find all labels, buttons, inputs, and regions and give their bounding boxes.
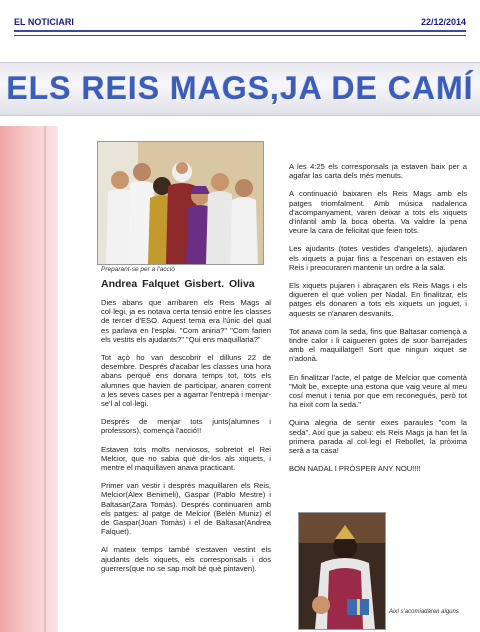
- paragraph: Estaven tots molts nerviosos, sobretot el Rei Melcior, que no sabia què dir-los als xiquets, i mentre el maquillaven anava practicant.: [101, 444, 271, 473]
- group-photo-illustration: [98, 142, 263, 264]
- page-title: ELS REIS MAGS,JA DE CAMÍ: [6, 70, 474, 106]
- author-byline: Andrea Falquet Gisbert. Oliva: [101, 278, 255, 290]
- king-photo: [298, 512, 386, 630]
- paragraph: Quina alegria de sentir eixes paraules "com la seda". Així que ja sabeu: els Reis Mags ja han fet la primera parada al col·legi el Rebollet, la pròxima serà a ta casa!: [289, 418, 467, 456]
- side-band-line: [44, 126, 46, 632]
- paragraph: Tot anava com la seda, fins que Baltasar començà a tindre calor i li caigueren gotes de suor barrejades amb el maquillatge!! Sort que ningun xiquet se n'adonà.: [289, 326, 467, 364]
- photo-caption: Preparant-se per a l'acció: [101, 266, 175, 273]
- paragraph: Tot açò ho van descobrir el dilluns 22 de desembre. Després d'acabar les classes una hora abans perquè ens donara temps tot, tots els alumnes que havien de participar, anaren corrent a les seves cases per a agarrar l'entrepà i menjar-se'l al col·legi.: [101, 353, 271, 409]
- issue-date: 22/12/2014: [420, 17, 466, 27]
- header-rule-bottom: [14, 35, 466, 36]
- article-right-column: [289, 162, 467, 482]
- article-left-column: [101, 298, 271, 582]
- paragraph: A les 4:25 els corresponsals ja estaven baix per a agafar las carta dels més menuts.: [289, 162, 467, 181]
- paragraph: Els xiquets pujaren i abraçaren els Reis Mags i els digueren el que volien per Nadal. En finalitzar, els patges els donaren a tots els xiquets un joguet, i aquests se n'anaren desvanits.: [289, 281, 467, 318]
- masthead: EL NOTICIARI: [14, 17, 74, 27]
- paragraph: Després de menjar tots junts(alumnes i professors), començà l'acció!!: [101, 417, 271, 436]
- paragraph: Dies abans que arribaren els Reis Mags al col·legi, ja es notava certa tensió entre les classes de tercer d'ESO. Aquest tema era l'únic del qual es parlava en l'esplai. "Com aniria?" "Com farien els vestits els ajudants?" "Qui ens maquillaria?": [101, 298, 271, 344]
- photo-caption: Així s'acomiadaren alguns: [389, 609, 459, 615]
- closing-line: BON NADAL I PRÒSPER ANY NOU!!!!: [289, 464, 421, 474]
- paragraph: Les ajudants (totes vestides d'angelets), ajudaren els xiquets a pujar fins a l'escenari on estaven els Reis i preocuraren mantenir un ordre a la sala.: [289, 244, 467, 272]
- group-photo: [97, 141, 264, 265]
- king-photo-illustration: [299, 513, 385, 629]
- side-band: [0, 126, 58, 632]
- paragraph: A continuació baixaren els Reis Mags amb els patges triomfalment. Amb música nadalenca d'acompanyament, varen deixar a tots els xiquets d'infantil amb la boca oberta. Va valdre la pena veure la cara de felicitat que feien tots.: [289, 189, 467, 236]
- paragraph: Al mateix temps també s'estaven vestint els ajudants dels xiquets, els corresponsals i dos guerrers(que no se sap molt bé què pintaven).: [101, 545, 271, 573]
- paragraph: En finalitzar l'acte, el patge de Melcior que comentà "Molt be, excepte una estona que vaig veure al meu cosí menut i tenia por que em reconegués, però tot ha eixit com la seda.": [289, 372, 467, 410]
- header-rule-top: [14, 30, 466, 32]
- paragraph: Primer van vestir i després maquillaren els Reis, Melcior(Àlex Benimeli), Gaspar (Pablo Mestre) i Baltasar(Zara Tomàs). Després continuaren amb els patges: al patge de Melcior (Belén Muniz) el de Gaspar(Joan Tomàs) i el de Baltasar(Andrea Falquet).: [101, 481, 271, 537]
